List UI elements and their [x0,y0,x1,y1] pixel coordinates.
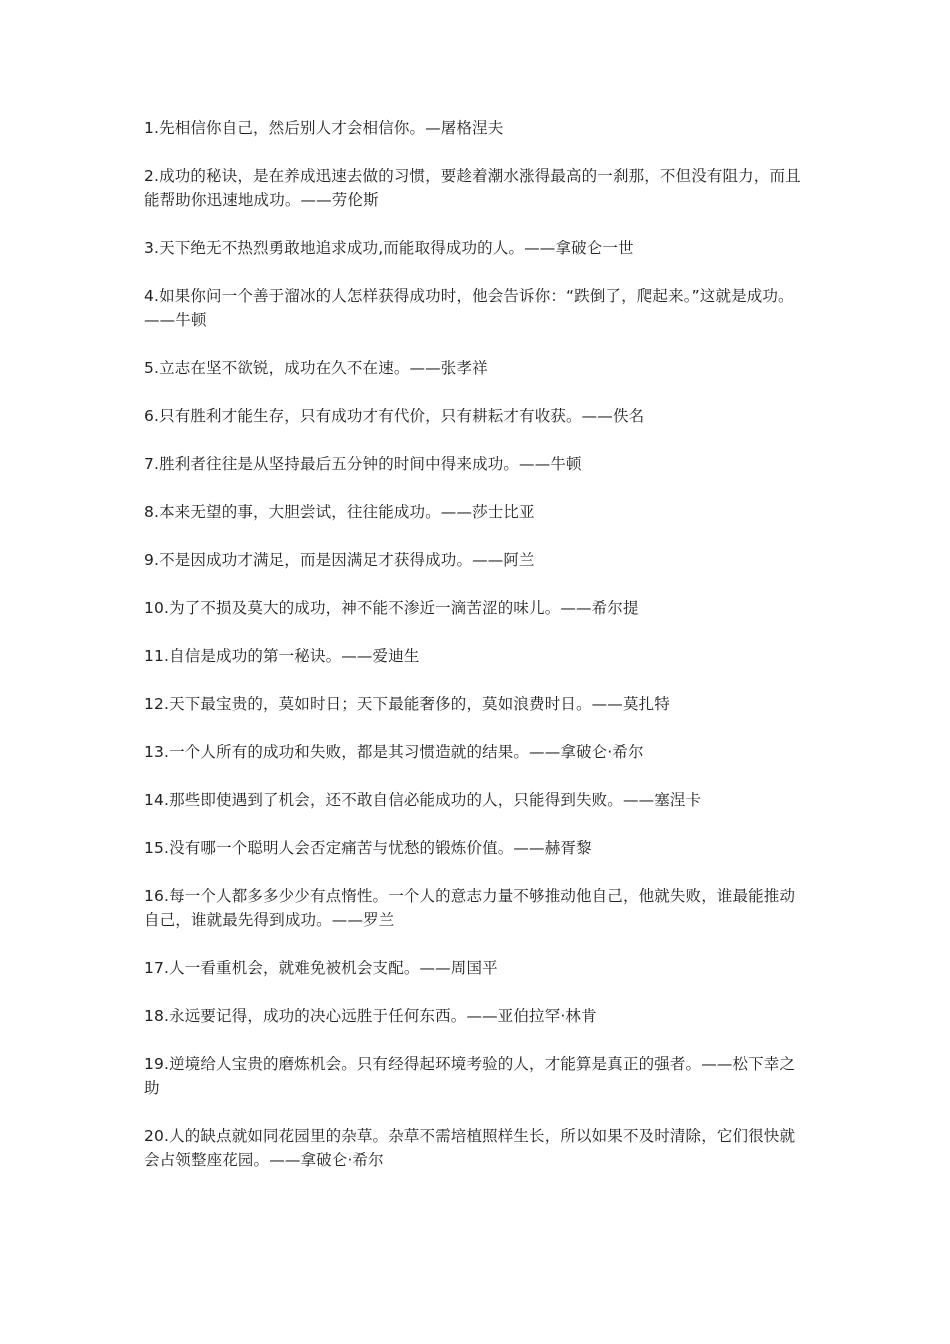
quote-item: 4.如果你问一个善于溜冰的人怎样获得成功时，他会告诉你：“跌倒了，爬起来。”这就是成功。——牛顿 [144,287,794,329]
document-page [144,116,808,1196]
quote-item: 3.天下绝无不热烈勇敢地追求成功,而能取得成功的人。——拿破仑一世 [144,239,634,257]
quote-item: 13.一个人所有的成功和失败，都是其习惯造就的结果。——拿破仑·希尔 [144,743,644,761]
quote-item: 16.每一个人都多多少少有点惰性。一个人的意志力量不够推动他自己，他就失败，谁最能推动自己，谁就最先得到成功。——罗兰 [144,887,796,929]
quote-item: 15.没有哪一个聪明人会否定痛苦与忧愁的锻炼价值。——赫胥黎 [144,839,592,857]
quote-item: 18.永远要记得，成功的决心远胜于任何东西。——亚伯拉罕·林肯 [144,1007,597,1025]
quote-item: 1.先相信你自己，然后别人才会相信你。—屠格涅夫 [144,119,504,137]
quote-item: 5.立志在坚不欲锐，成功在久不在速。——张孝祥 [144,359,488,377]
quote-item: 19.逆境给人宝贵的磨炼机会。只有经得起环境考验的人，才能算是真正的强者。——松下幸之助 [144,1055,796,1097]
quote-item: 11.自信是成功的第一秘诀。——爱迪生 [144,647,420,665]
quote-item: 20.人的缺点就如同花园里的杂草。杂草不需培植照样生长，所以如果不及时清除，它们很快就会占领整座花园。——拿破仑·希尔 [144,1127,796,1169]
quote-item: 14.那些即使遇到了机会，还不敢自信必能成功的人，只能得到失败。——塞涅卡 [144,791,702,809]
quote-item: 8.本来无望的事，大胆尝试，往往能成功。——莎士比亚 [144,503,535,521]
quote-item: 10.为了不损及莫大的成功，神不能不渗近一滴苦涩的味儿。——希尔提 [144,599,639,617]
quote-item: 2.成功的秘诀，是在养成迅速去做的习惯，要趁着潮水涨得最高的一刹那，不但没有阻力，而且能帮助你迅速地成功。——劳伦斯 [144,167,801,209]
quote-item: 6.只有胜利才能生存，只有成功才有代价，只有耕耘才有收获。——佚名 [144,407,645,425]
quote-item: 7.胜利者往往是从坚持最后五分钟的时间中得来成功。——牛顿 [144,455,582,473]
quote-item: 9.不是因成功才满足，而是因满足才获得成功。——阿兰 [144,551,535,569]
quote-item: 12.天下最宝贵的，莫如时日；天下最能奢侈的，莫如浪费时日。——莫扎特 [144,695,670,713]
quote-item: 17.人一看重机会，就难免被机会支配。——周国平 [144,959,498,977]
